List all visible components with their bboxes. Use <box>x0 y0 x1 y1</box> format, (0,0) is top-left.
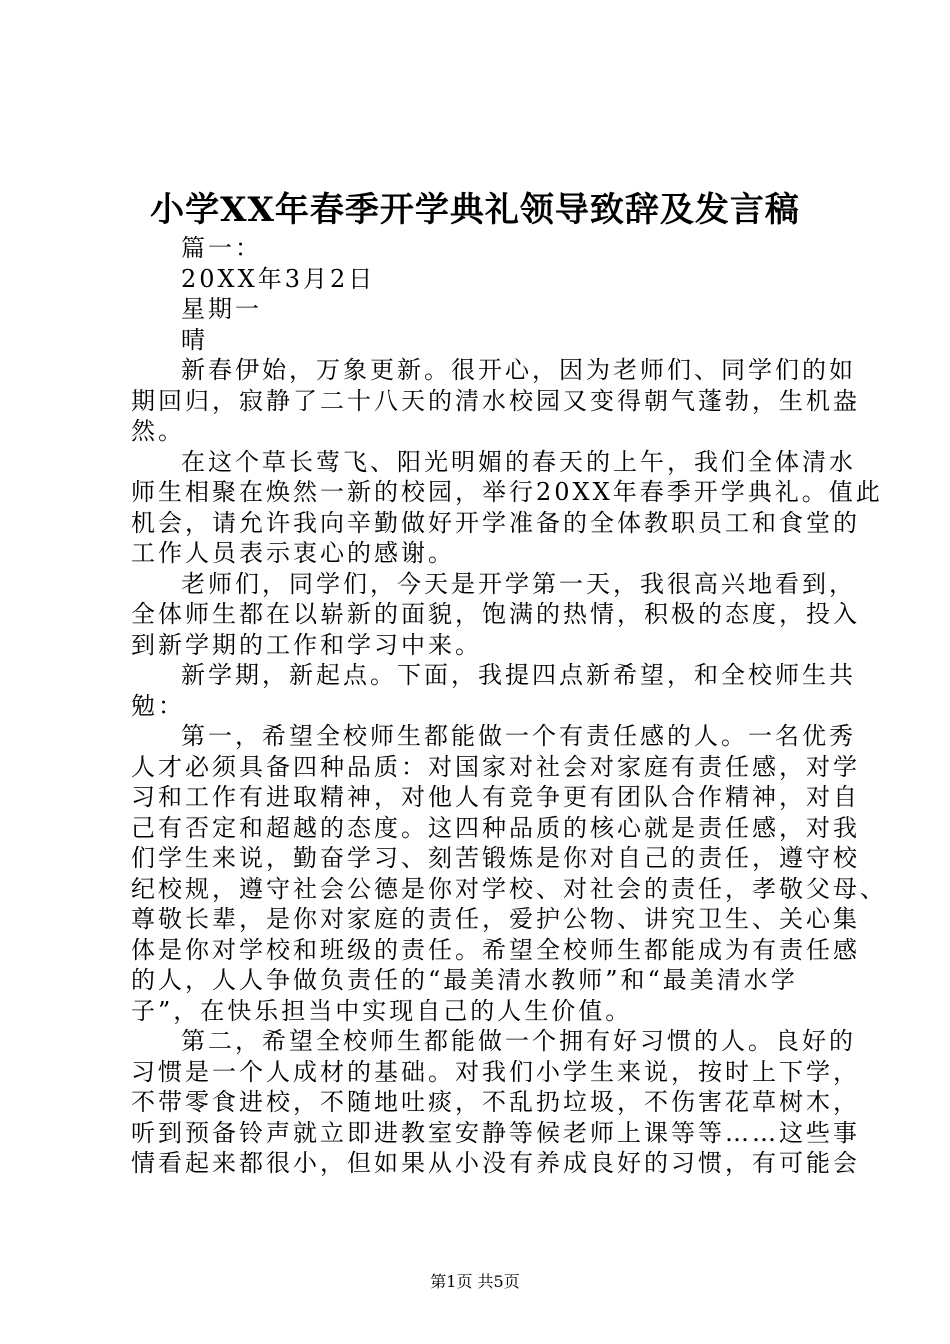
text-line: 习惯是一个人成材的基础。对我们小学生来说，按时上下学， <box>131 1057 860 1086</box>
text-line: 新春伊始，万象更新。很开心，因为老师们、同学们的如 <box>181 356 856 384</box>
text-line: 师生相聚在焕然一新的校园，举行20XX年春季开学典礼。值此 <box>131 478 883 506</box>
text-line: 体是你对学校和班级的责任。希望全校师生都能成为有责任感 <box>131 935 860 964</box>
text-line: 己有否定和超越的态度。这四种品质的核心就是责任感，对我 <box>131 813 860 842</box>
text-line: 到新学期的工作和学习中来。 <box>131 630 482 659</box>
text-line: 听到预备铃声就立即进教室安静等候老师上课等等……这些事 <box>131 1118 860 1147</box>
text-line: 期回归，寂静了二十八天的清水校园又变得朝气蓬勃，生机盎 <box>131 386 860 415</box>
text-line: 星期一 <box>181 295 262 323</box>
text-line: 篇一： <box>181 234 262 262</box>
text-line: 晴 <box>181 325 208 354</box>
document-body <box>131 233 887 1179</box>
text-line: 纪校规，遵守社会公德是你对学校、对社会的责任，孝敬父母、 <box>131 874 887 903</box>
text-line: 全体师生都在以崭新的面貌，饱满的热情，积极的态度，投入 <box>131 600 860 628</box>
text-line: 的人，人人争做负责任的“最美清水教师”和“最美清水学 <box>131 966 798 994</box>
text-line: 20XX年3月2日 <box>181 264 376 293</box>
text-line: 习和工作有进取精神，对他人有竞争更有团队合作精神，对自 <box>131 783 860 811</box>
text-line: 不带零食进校，不随地吐痰，不乱扔垃圾，不伤害花草树木， <box>131 1088 860 1116</box>
text-line: 子”，在快乐担当中实现自己的人生价值。 <box>131 996 633 1025</box>
document-title: 小学XX年春季开学典礼领导致辞及发言稿 <box>150 190 800 230</box>
text-line: 在这个草长莺飞、阳光明媚的春天的上午，我们全体清水 <box>181 447 856 476</box>
page-footer: 第1页 共5页 <box>430 1272 520 1291</box>
text-line: 老师们，同学们，今天是开学第一天，我很高兴地看到， <box>181 569 856 598</box>
text-line: 尊敬长辈，是你对家庭的责任，爱护公物、讲究卫生、关心集 <box>131 905 860 933</box>
text-line: 第一，希望全校师生都能做一个有责任感的人。一名优秀 <box>181 722 856 750</box>
text-line: 新学期，新起点。下面，我提四点新希望，和全校师生共 <box>181 661 856 689</box>
text-line: 们学生来说，勤奋学习、刻苦锻炼是你对自己的责任，遵守校 <box>131 844 860 872</box>
text-line: 人才必须具备四种品质：对国家对社会对家庭有责任感，对学 <box>131 752 860 781</box>
text-line: 情看起来都很小，但如果从小没有养成良好的习惯，有可能会 <box>131 1149 860 1177</box>
text-line: 工作人员表示衷心的感谢。 <box>131 539 455 567</box>
text-line: 第二，希望全校师生都能做一个拥有好习惯的人。良好的 <box>181 1027 856 1055</box>
text-line: 然。 <box>131 417 185 445</box>
text-line: 机会，请允许我向辛勤做好开学准备的全体教职员工和食堂的 <box>131 508 860 537</box>
text-line: 勉： <box>131 691 185 720</box>
